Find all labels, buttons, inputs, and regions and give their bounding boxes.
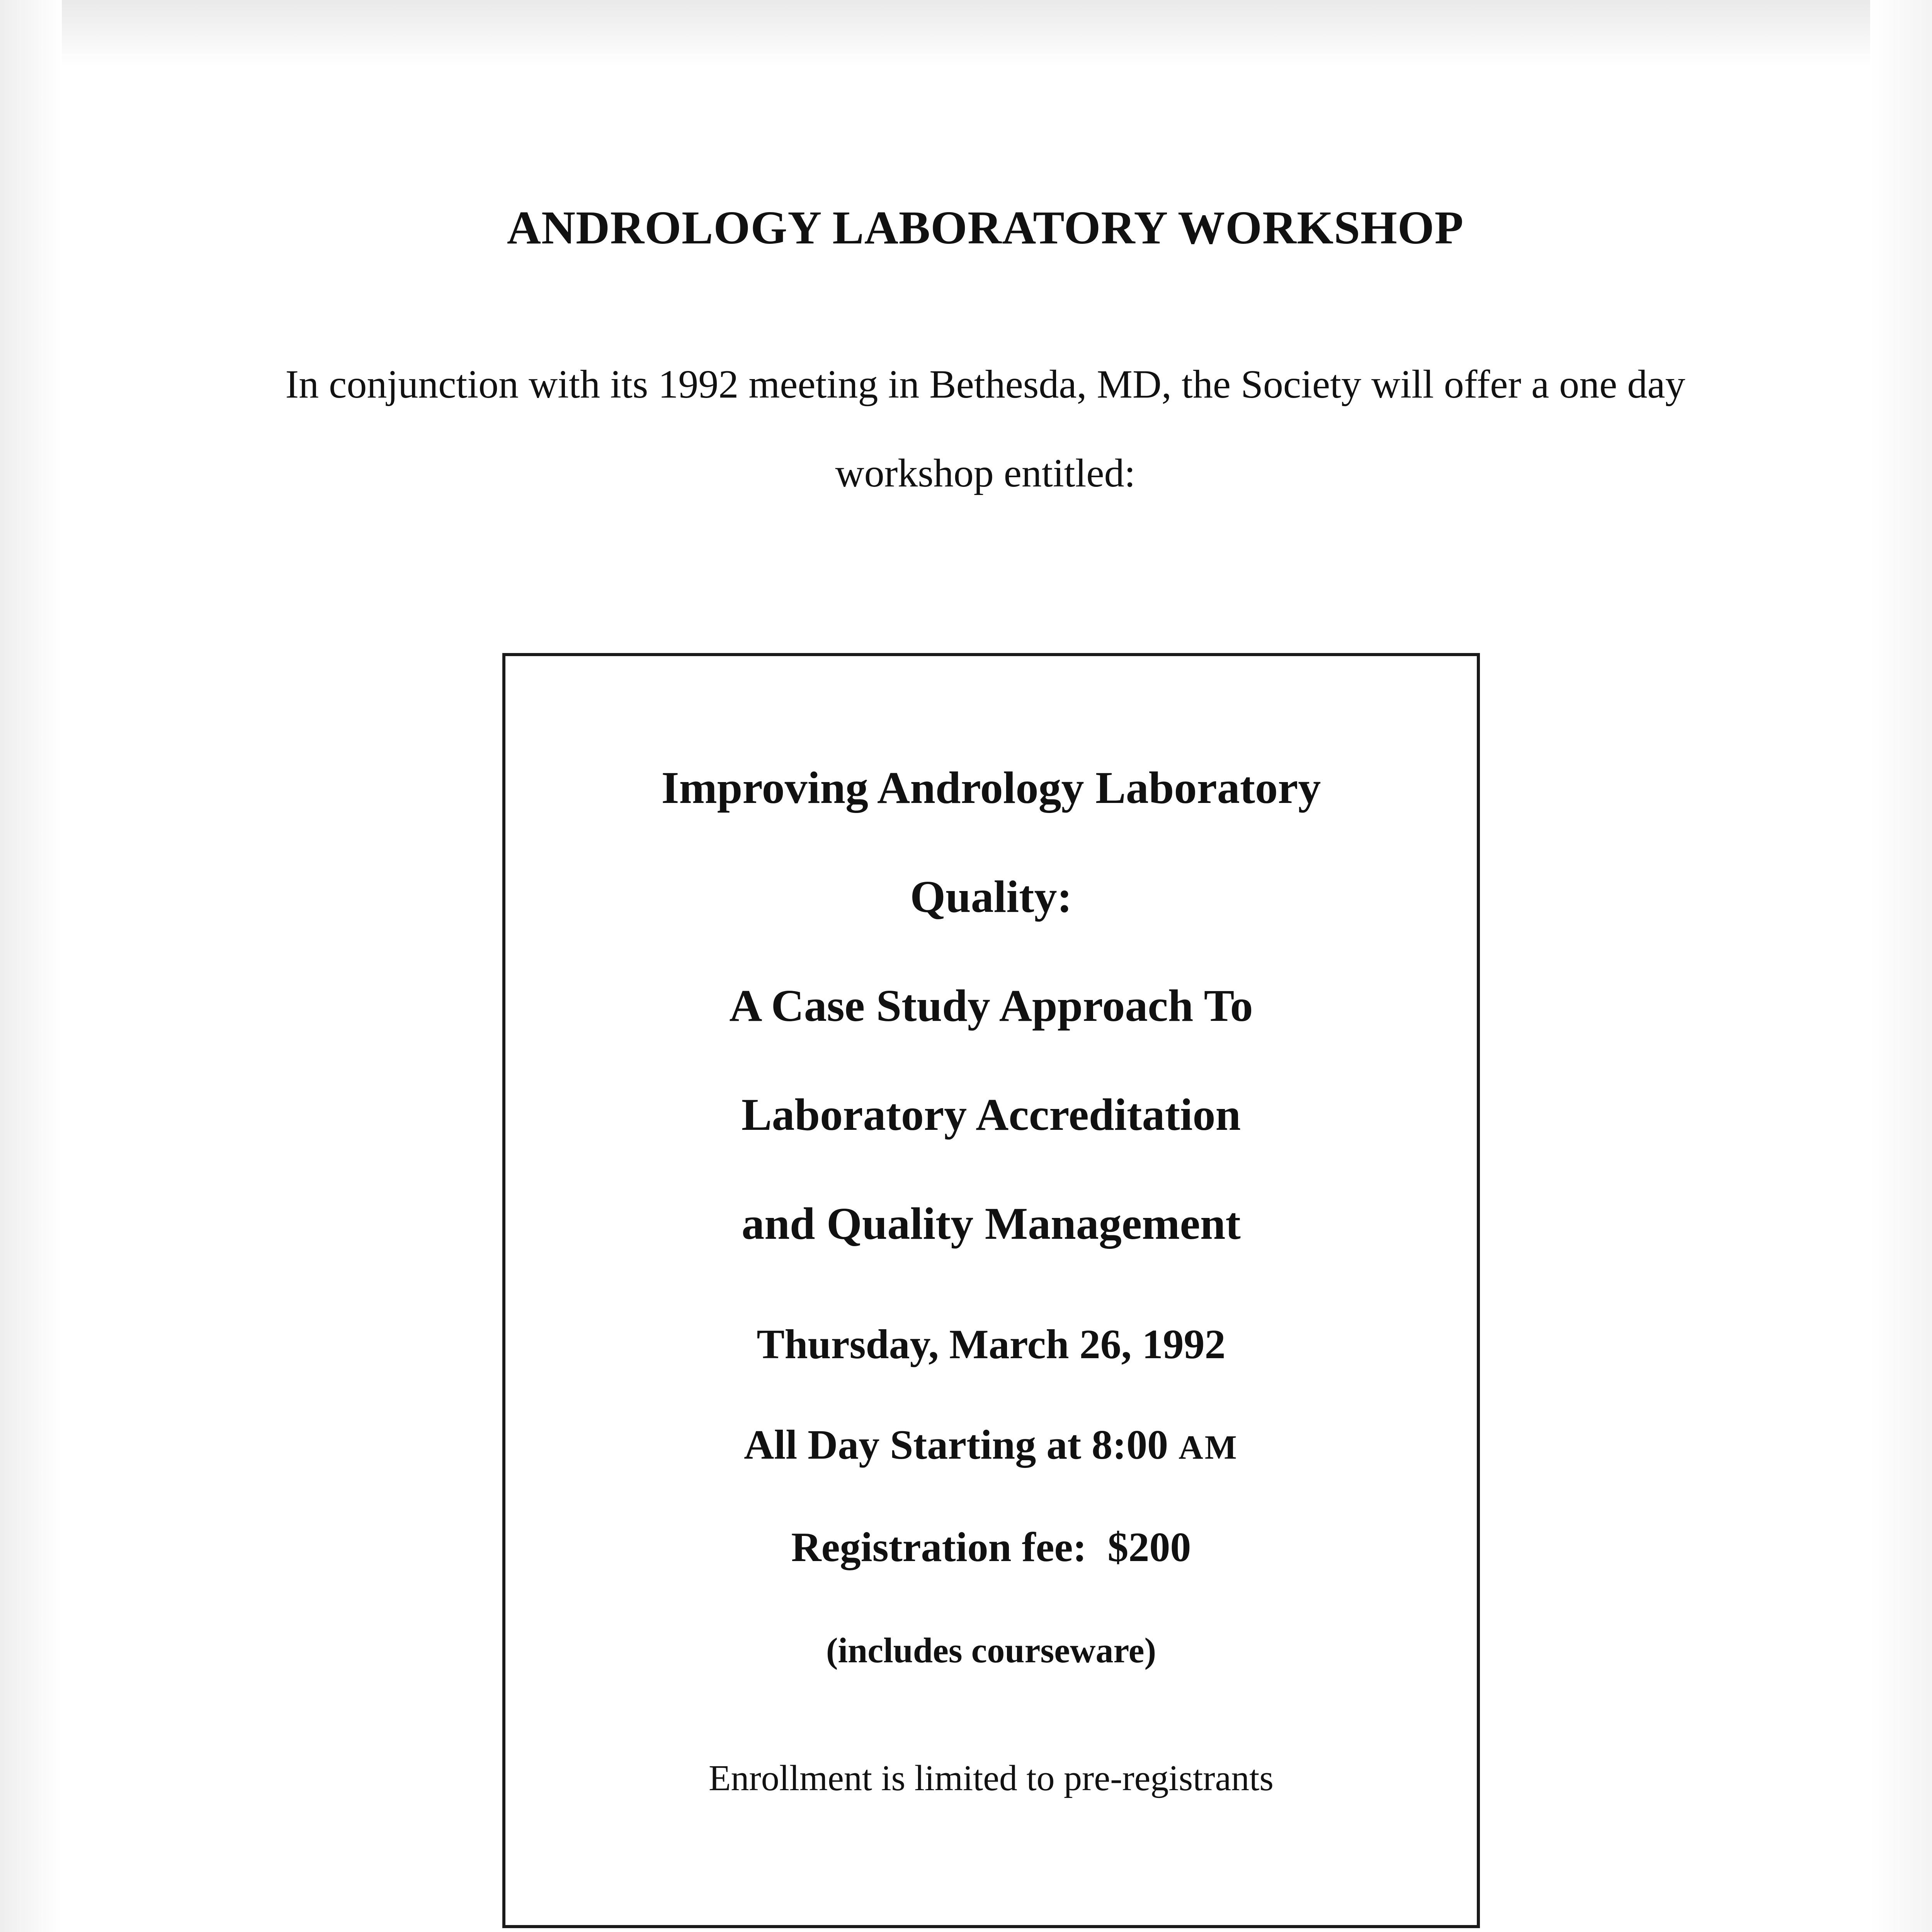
workshop-title-line: Improving Andrology Laboratory xyxy=(661,762,1321,813)
scan-shadow-top xyxy=(0,0,1932,66)
scan-shadow-left xyxy=(0,0,62,1932)
workshop-announcement-box xyxy=(502,653,1480,1928)
workshop-title-line: and Quality Management xyxy=(742,1198,1241,1249)
workshop-title-line: Laboratory Accreditation xyxy=(741,1089,1241,1140)
scan-shadow-right xyxy=(1870,0,1932,1932)
fee-note: (includes courseware) xyxy=(826,1631,1156,1670)
workshop-title xyxy=(505,733,1477,1278)
workshop-time-ampm: AM xyxy=(1179,1429,1238,1466)
intro-paragraph: In conjunction with its 1992 meeting in Bethesda, MD, the Society will offer a one day workshop entitled: xyxy=(285,362,1685,495)
registration-fee: Registration fee: $200 xyxy=(791,1524,1191,1570)
workshop-title-line: Quality: xyxy=(910,871,1072,922)
page-title: ANDROLOGY LABORATORY WORKSHOP xyxy=(507,202,1464,254)
workshop-time-text: All Day Starting at 8:00 xyxy=(744,1422,1168,1468)
workshop-title-line: A Case Study Approach To xyxy=(729,980,1253,1031)
enrollment-note: Enrollment is limited to pre-registrants xyxy=(709,1758,1274,1798)
workshop-time xyxy=(505,1421,1477,1469)
workshop-date: Thursday, March 26, 1992 xyxy=(757,1321,1226,1367)
